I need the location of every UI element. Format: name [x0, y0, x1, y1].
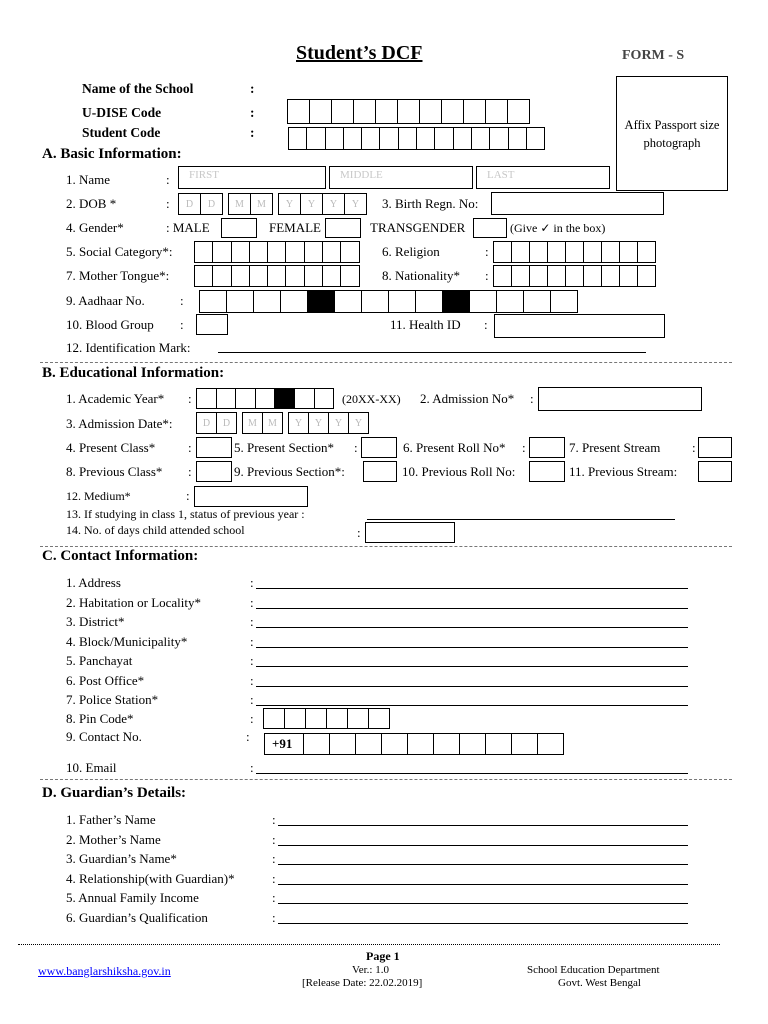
first-name-field[interactable]: FIRST [178, 166, 326, 189]
input-box[interactable] [453, 127, 472, 150]
input-box[interactable] [511, 265, 530, 287]
section-b-heading: B. Educational Information: [42, 365, 225, 381]
input-box[interactable] [340, 241, 359, 263]
input-box[interactable] [285, 241, 304, 263]
previous-section-field[interactable] [363, 461, 397, 482]
aadhaar-label: 9. Aadhaar No. [66, 293, 145, 308]
input-box[interactable] [249, 265, 268, 287]
input-box[interactable] [306, 127, 325, 150]
section-c-heading: C. Contact Information: [42, 548, 199, 564]
guardian-item-line[interactable] [278, 903, 688, 904]
colon: : [272, 871, 276, 886]
input-box[interactable] [334, 290, 362, 313]
contact-item-label: 5. Panchayat [66, 653, 133, 668]
colon: : [186, 488, 190, 503]
input-box[interactable]: Y [344, 193, 367, 215]
colon: : [246, 729, 250, 744]
input-box[interactable] [231, 241, 250, 263]
input-box[interactable] [267, 265, 286, 287]
dob-boxes[interactable] [178, 193, 366, 215]
guardian-item-line[interactable] [278, 845, 688, 846]
input-box[interactable] [434, 127, 453, 150]
input-box[interactable] [347, 708, 369, 729]
section-divider [40, 362, 732, 363]
tick-note: (Give ✓ in the box) [510, 221, 606, 235]
input-box[interactable]: Y [322, 193, 345, 215]
input-box[interactable]: D [178, 193, 201, 215]
present-roll-label: 6. Present Roll No* [403, 440, 506, 455]
release-date: [Release Date: 22.02.2019] [302, 977, 423, 989]
present-roll-field[interactable] [529, 437, 565, 458]
input-box[interactable] [529, 265, 548, 287]
colon: : [250, 711, 254, 726]
input-box[interactable] [235, 388, 256, 409]
colon: : [272, 910, 276, 925]
guardian-item-label: 6. Guardian’s Qualification [66, 910, 208, 925]
colon: : [250, 595, 254, 610]
pin-code-boxes[interactable] [263, 708, 389, 729]
guardian-item-line[interactable] [278, 864, 688, 865]
input-box[interactable] [508, 127, 527, 150]
input-box[interactable] [326, 708, 348, 729]
section-d-heading: D. Guardian’s Details: [42, 785, 187, 801]
admission-no-field[interactable] [538, 387, 702, 411]
input-box[interactable] [397, 99, 420, 124]
input-box[interactable]: Y [300, 193, 323, 215]
colon: : [250, 692, 254, 707]
identification-mark-label: 12. Identification Mark: [66, 340, 191, 355]
input-box[interactable]: D [216, 412, 237, 434]
colon: : [250, 653, 254, 668]
present-section-label: 5. Present Section* [234, 440, 335, 455]
input-box[interactable] [601, 265, 620, 287]
previous-class-field[interactable] [196, 461, 232, 482]
input-box[interactable] [619, 241, 638, 263]
nationality-label: 8. Nationality* [382, 268, 460, 283]
input-box[interactable] [361, 127, 380, 150]
input-box[interactable]: Y [328, 412, 349, 434]
input-box[interactable] [619, 265, 638, 287]
input-box[interactable] [325, 127, 344, 150]
input-box[interactable] [637, 265, 656, 287]
guardian-item-label: 4. Relationship(with Guardian)* [66, 871, 235, 886]
input-box[interactable] [415, 290, 443, 313]
mother-tongue-boxes[interactable] [194, 265, 359, 287]
previous-roll-field[interactable] [529, 461, 565, 482]
contact-item-label: 1. Address [66, 575, 121, 590]
guardian-item-label: 2. Mother’s Name [66, 832, 161, 847]
contact-item-label: 10. Email [66, 760, 117, 775]
input-box[interactable] [216, 388, 237, 409]
class1-status-line[interactable] [367, 519, 675, 520]
days-attended-field[interactable] [365, 522, 455, 543]
health-id-label: 11. Health ID [390, 317, 461, 332]
colon: : [484, 317, 488, 332]
colon: : [180, 317, 184, 332]
input-box[interactable]: M [242, 412, 263, 434]
input-box[interactable] [368, 708, 390, 729]
birth-regn-label: 3. Birth Regn. No: [382, 196, 479, 211]
input-box[interactable] [601, 241, 620, 263]
input-box[interactable] [329, 733, 356, 755]
input-box[interactable] [550, 290, 578, 313]
input-box[interactable] [523, 290, 551, 313]
input-box[interactable] [303, 733, 330, 755]
input-box[interactable] [331, 99, 354, 124]
input-box[interactable] [194, 241, 213, 263]
input-box[interactable] [379, 127, 398, 150]
contact-item-label: 6. Post Office* [66, 673, 145, 688]
contact-item-line[interactable] [256, 627, 688, 628]
input-box[interactable] [196, 388, 217, 409]
transgender-checkbox[interactable] [473, 218, 507, 238]
input-box[interactable]: Y [278, 193, 301, 215]
input-box[interactable] [361, 290, 389, 313]
input-box[interactable] [398, 127, 417, 150]
blood-group-label: 10. Blood Group [66, 317, 154, 332]
contact-item-line[interactable] [256, 705, 688, 706]
udise-boxes[interactable] [287, 99, 529, 124]
colon: : [166, 196, 170, 211]
input-box[interactable] [355, 733, 382, 755]
colon: : [250, 125, 255, 140]
name-label: 1. Name [66, 172, 111, 187]
input-box[interactable] [526, 127, 545, 150]
colon: : [188, 464, 192, 479]
contact-item-line[interactable] [256, 647, 688, 648]
guardian-item-label: 3. Guardian’s Name* [66, 851, 177, 866]
colon: : [272, 890, 276, 905]
guardian-item-line[interactable] [278, 825, 688, 826]
input-box[interactable] [304, 265, 323, 287]
contact-item-line[interactable] [256, 773, 688, 774]
contact-item-line[interactable] [256, 608, 688, 609]
contact-item-label: 7. Police Station* [66, 692, 159, 707]
input-box[interactable] [294, 388, 315, 409]
colon: : [357, 525, 361, 540]
colon: : [188, 440, 192, 455]
colon: : [272, 851, 276, 866]
school-name-label: Name of the School [82, 81, 194, 96]
phone-prefix-box [264, 733, 304, 755]
class1-status-label: 13. If studying in class 1, status of previous year : [66, 507, 305, 521]
input-box[interactable] [267, 241, 286, 263]
section-divider [40, 546, 732, 547]
contact-item-line[interactable] [256, 686, 688, 687]
social-category-label: 5. Social Category*: [66, 244, 173, 259]
contact-item-line[interactable] [256, 588, 688, 589]
medium-label: 12. Medium* [66, 489, 131, 503]
health-id-field[interactable] [494, 314, 665, 338]
input-box[interactable] [471, 127, 490, 150]
previous-stream-label: 11. Previous Stream: [569, 464, 678, 479]
input-box[interactable] [511, 241, 530, 263]
female-checkbox[interactable] [325, 218, 361, 238]
academic-year-label: 1. Academic Year* [66, 391, 165, 406]
colon: : [250, 105, 255, 120]
present-class-field[interactable] [196, 437, 232, 458]
input-box[interactable]: D [196, 412, 217, 434]
input-box[interactable]: M [228, 193, 251, 215]
colon: : [272, 832, 276, 847]
colon: : [188, 391, 192, 406]
input-box[interactable] [381, 733, 408, 755]
photo-box-label: Affix Passport size photograph [624, 117, 720, 150]
input-box[interactable] [507, 99, 530, 124]
input-box[interactable] [496, 290, 524, 313]
colon: : [250, 634, 254, 649]
input-box[interactable] [493, 265, 512, 287]
male-checkbox[interactable] [221, 218, 257, 238]
admission-date-boxes[interactable] [196, 412, 368, 434]
colon: : [692, 440, 696, 455]
website-link[interactable]: www.banglarshiksha.gov.in [38, 964, 171, 978]
guardian-item-label: 1. Father’s Name [66, 812, 156, 827]
colon: : [522, 440, 526, 455]
colon: : [272, 812, 276, 827]
contact-item-label: 2. Habitation or Locality* [66, 595, 202, 610]
input-box[interactable] [419, 99, 442, 124]
student-code-label: Student Code [82, 125, 161, 140]
input-box[interactable] [547, 265, 566, 287]
colon: : [250, 575, 254, 590]
input-box[interactable] [469, 290, 497, 313]
input-box[interactable] [343, 127, 362, 150]
colon: : [250, 760, 254, 775]
input-box[interactable] [199, 290, 227, 313]
gender-label: 4. Gender* [66, 220, 124, 235]
mother-tongue-label: 7. Mother Tongue*: [66, 268, 170, 283]
guardian-item-label: 5. Annual Family Income [66, 890, 199, 905]
input-box[interactable] [375, 99, 398, 124]
phone-prefix: +91 [272, 736, 293, 751]
input-box[interactable] [226, 290, 254, 313]
input-box[interactable] [459, 733, 486, 755]
religion-label: 6. Religion [382, 244, 440, 259]
contact-item-label: 8. Pin Code* [66, 711, 134, 726]
admission-no-label: 2. Admission No* [420, 391, 515, 406]
input-box[interactable] [212, 241, 231, 263]
input-box [307, 290, 335, 313]
previous-section-label: 9. Previous Section*: [234, 464, 345, 479]
input-box[interactable] [322, 241, 341, 263]
input-box[interactable] [314, 388, 335, 409]
female-label: FEMALE [269, 220, 321, 235]
colon: : [250, 673, 254, 688]
department: School Education Department [527, 964, 660, 976]
input-box[interactable] [249, 241, 268, 263]
colon: : [354, 440, 358, 455]
contact-no-boxes[interactable] [303, 733, 563, 755]
nationality-boxes[interactable] [493, 265, 655, 287]
medium-field[interactable] [194, 486, 308, 507]
input-box[interactable] [583, 265, 602, 287]
input-box[interactable]: Y [348, 412, 369, 434]
input-box[interactable] [485, 733, 512, 755]
religion-boxes[interactable] [493, 241, 655, 263]
colon: : [530, 391, 534, 406]
section-a-heading: A. Basic Information: [42, 146, 182, 162]
present-stream-field[interactable] [698, 437, 732, 458]
photo-box[interactable] [616, 76, 728, 191]
guardian-item-line[interactable] [278, 923, 688, 924]
input-box[interactable] [493, 241, 512, 263]
input-box[interactable] [637, 241, 656, 263]
input-box[interactable] [407, 733, 434, 755]
input-box[interactable] [304, 241, 323, 263]
aadhaar-boxes[interactable] [199, 290, 577, 313]
present-stream-label: 7. Present Stream [569, 440, 661, 455]
input-box[interactable] [322, 265, 341, 287]
contact-item-label: 4. Block/Municipality* [66, 634, 188, 649]
input-box [274, 388, 295, 409]
input-box[interactable] [565, 241, 584, 263]
blood-group-field[interactable] [196, 314, 228, 335]
input-box[interactable] [565, 265, 584, 287]
input-box[interactable] [212, 265, 231, 287]
input-box[interactable] [416, 127, 435, 150]
contact-item-label: 9. Contact No. [66, 729, 142, 744]
input-box[interactable] [485, 99, 508, 124]
input-box[interactable] [441, 99, 464, 124]
input-box[interactable]: D [200, 193, 223, 215]
contact-item-line[interactable] [256, 666, 688, 667]
present-section-field[interactable] [361, 437, 397, 458]
academic-year-format: (20XX-XX) [342, 392, 401, 406]
input-box[interactable] [287, 99, 310, 124]
input-box[interactable] [255, 388, 276, 409]
input-box[interactable] [309, 99, 332, 124]
male-label: : MALE [166, 220, 210, 235]
form-tag: FORM - S [622, 48, 685, 63]
input-box [442, 290, 470, 313]
input-box[interactable] [489, 127, 508, 150]
colon: : [166, 172, 170, 187]
input-box[interactable]: Y [288, 412, 309, 434]
identification-mark-line[interactable] [218, 352, 646, 353]
input-box[interactable] [263, 708, 285, 729]
government: Govt. West Bengal [558, 977, 641, 989]
student-code-boxes[interactable] [288, 127, 544, 150]
input-box[interactable] [305, 708, 327, 729]
input-box[interactable] [194, 265, 213, 287]
guardian-item-line[interactable] [278, 884, 688, 885]
input-box[interactable] [537, 733, 564, 755]
previous-stream-field[interactable] [698, 461, 732, 482]
input-box[interactable] [583, 241, 602, 263]
social-category-boxes[interactable] [194, 241, 359, 263]
input-box[interactable]: M [262, 412, 283, 434]
colon: : [250, 81, 255, 96]
form-title: Student’s DCF [296, 42, 423, 64]
input-box[interactable] [463, 99, 486, 124]
input-box[interactable] [285, 265, 304, 287]
input-box[interactable] [340, 265, 359, 287]
present-class-label: 4. Present Class* [66, 440, 156, 455]
last-name-field[interactable]: LAST [476, 166, 610, 189]
input-box[interactable] [529, 241, 548, 263]
input-box[interactable]: M [250, 193, 273, 215]
admission-date-label: 3. Admission Date*: [66, 416, 173, 431]
days-attended-label: 14. No. of days child attended school [66, 523, 245, 537]
dob-label: 2. DOB * [66, 196, 117, 211]
footer-divider [18, 944, 720, 945]
version: Ver.: 1.0 [352, 964, 389, 976]
input-box[interactable] [231, 265, 250, 287]
birth-regn-field[interactable] [491, 192, 664, 215]
input-box[interactable] [353, 99, 376, 124]
transgender-label: TRANSGENDER [370, 220, 466, 235]
middle-name-field[interactable]: MIDDLE [329, 166, 473, 189]
input-box[interactable] [284, 708, 306, 729]
page-number: Page 1 [366, 949, 400, 963]
input-box[interactable] [288, 127, 307, 150]
colon: : [180, 293, 184, 308]
input-box[interactable] [280, 290, 308, 313]
colon: : [485, 244, 489, 259]
colon: : [250, 614, 254, 629]
input-box[interactable] [433, 733, 460, 755]
previous-class-label: 8. Previous Class* [66, 464, 163, 479]
colon: : [485, 268, 489, 283]
section-divider [40, 779, 732, 780]
input-box[interactable] [547, 241, 566, 263]
input-box[interactable] [511, 733, 538, 755]
contact-item-label: 3. District* [66, 614, 125, 629]
input-box[interactable] [388, 290, 416, 313]
academic-year-boxes[interactable] [196, 388, 333, 409]
udise-label: U-DISE Code [82, 105, 162, 120]
previous-roll-label: 10. Previous Roll No: [402, 464, 516, 479]
input-box[interactable] [253, 290, 281, 313]
input-box[interactable]: Y [308, 412, 329, 434]
